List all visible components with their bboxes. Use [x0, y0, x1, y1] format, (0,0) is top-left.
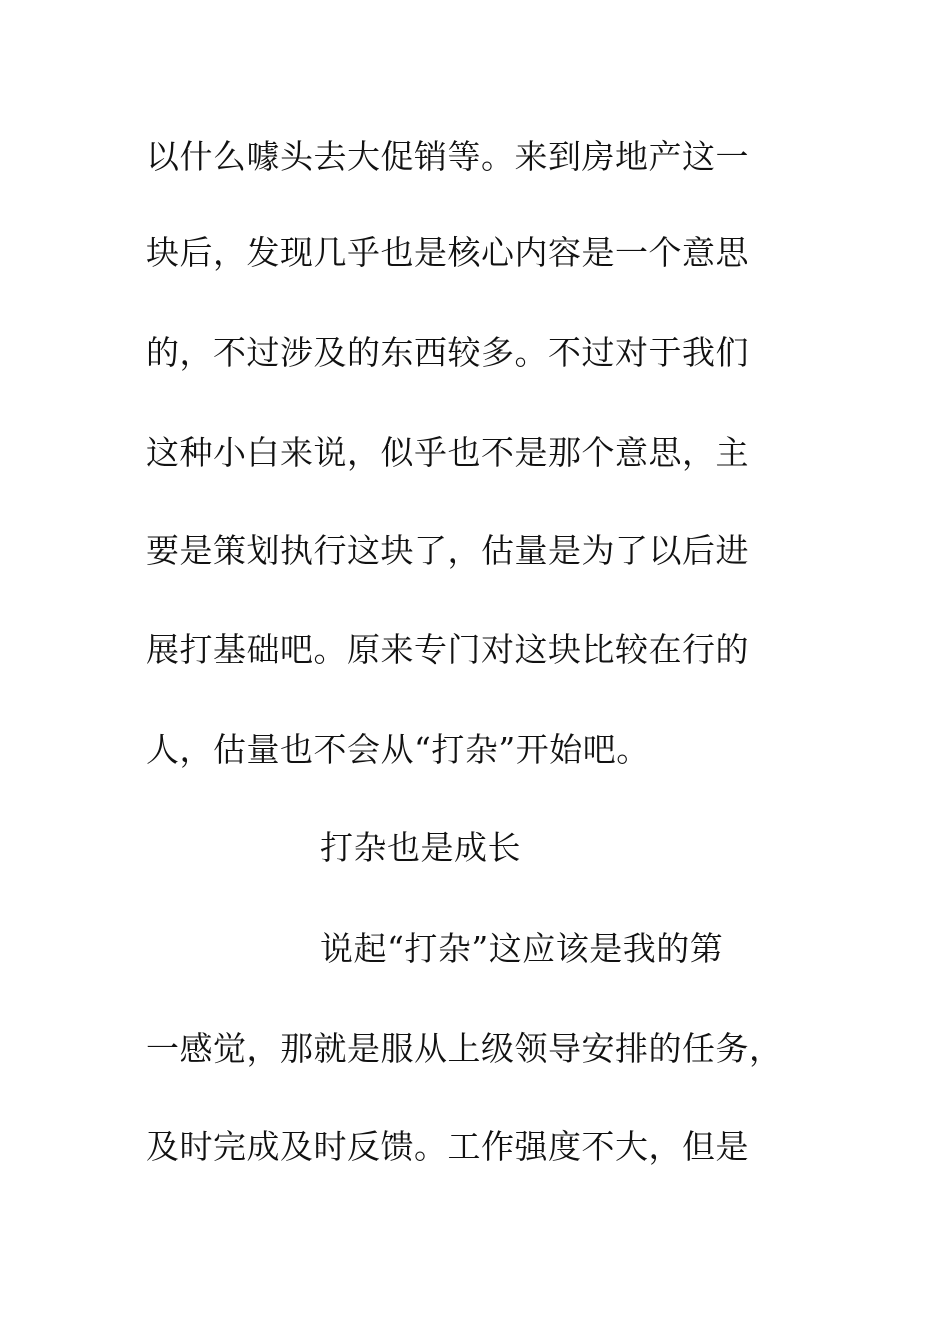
body-text-line: 的，不过涉及的东西较多。不过对于我们	[146, 333, 749, 372]
body-text-line: 及时完成及时反馈。工作强度不大，但是	[146, 1127, 749, 1166]
body-text-line: 人，估量也不会从“打杂”开始吧。	[146, 730, 650, 769]
body-text-line: 要是策划执行这块了，估量是为了以后进	[146, 531, 749, 570]
body-text-line: 展打基础吧。原来专门对这块比较在行的	[146, 630, 749, 669]
section-heading: 打杂也是成长	[320, 828, 521, 867]
body-text-line: 块后，发现几乎也是核心内容是一个意思	[146, 233, 749, 272]
body-text-line: 以什么噱头去大促销等。来到房地产这一	[146, 137, 749, 176]
body-text-line: 说起“打杂”这应该是我的第	[320, 929, 724, 968]
body-text-line: 这种小白来说，似乎也不是那个意思，主	[146, 433, 749, 472]
body-text-line: 一感觉，那就是服从上级领导安排的任务，	[146, 1029, 783, 1068]
